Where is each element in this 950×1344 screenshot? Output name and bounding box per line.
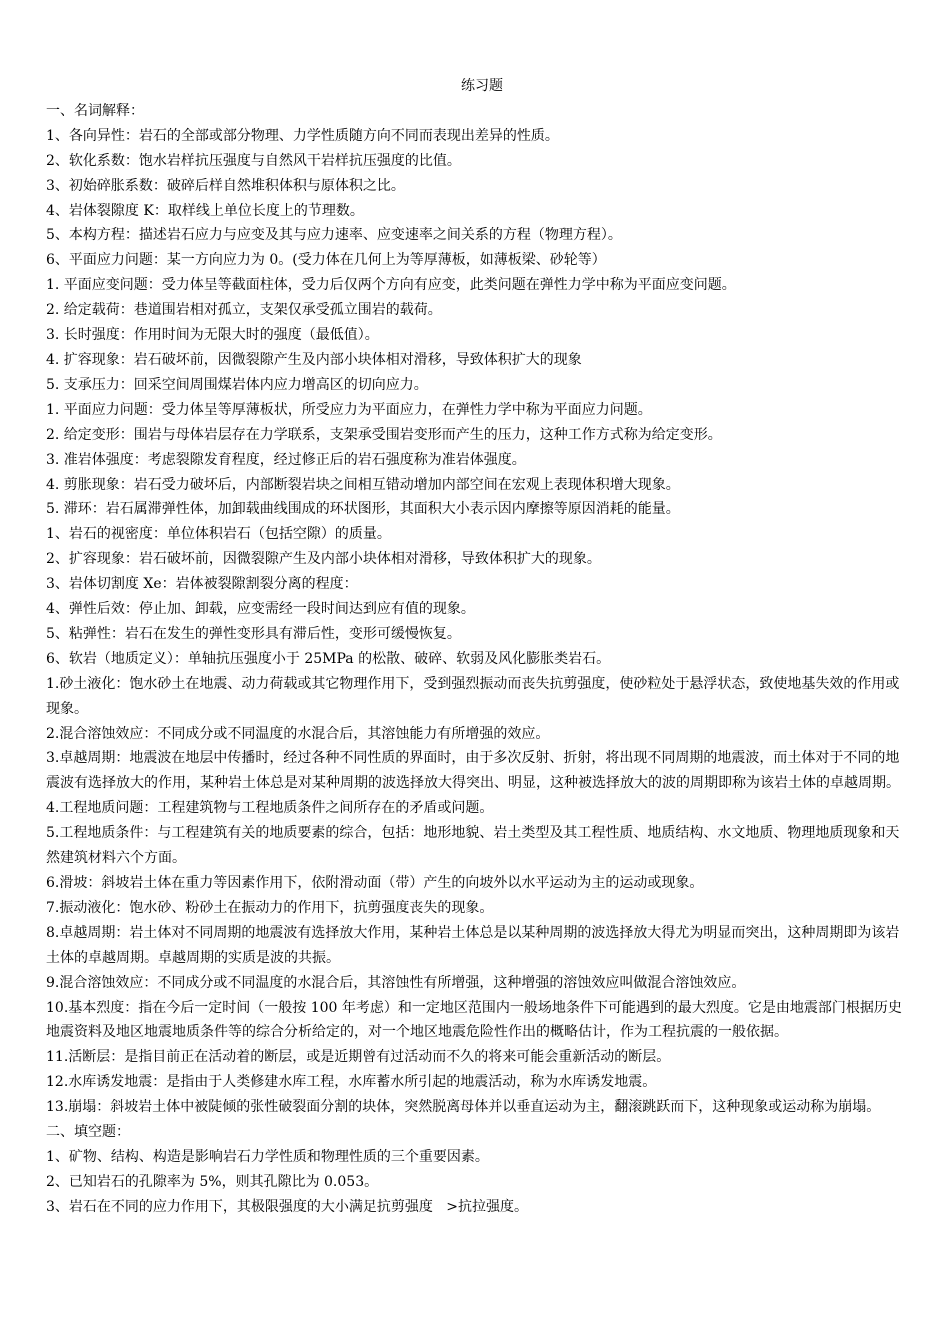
text-line: 1、各向异性：岩石的全部或部分物理、力学性质随方向不同而表现出差异的性质。 (46, 127, 559, 144)
text-line: 5、本构方程：描述岩石应力与应变及其与应力速率、应变速率之间关系的方程（物理方程）。 (46, 227, 622, 244)
text-line: 5. 滞环：岩石属滞弹性体，加卸载曲线围成的环状图形，其面积大小表示因内摩擦等原因消耗的能量。 (46, 501, 680, 518)
text-line: 2.混合溶蚀效应：不同成分或不同温度的水混合后，其溶蚀能力有所增强的效应。 (46, 725, 550, 742)
text-line: 7.振动液化：饱水砂、粉砂土在振动力的作用下，抗剪强度丧失的现象。 (46, 899, 494, 916)
text-line: 6、平面应力问题：某一方向应力为 0。(受力体在几何上为等厚薄板，如薄板梁、砂轮等） (46, 252, 606, 269)
text-line: 1.砂土液化：饱水砂土在地震、动力荷载或其它物理作用下，受到强烈振动而丧失抗剪强度，使砂粒处于悬浮状态，致使地基失效的作用或现象。 (46, 675, 900, 717)
text-line: 4. 剪胀现象：岩石受力破坏后，内部断裂岩块之间相互错动增加内部空间在宏观上表现体积增大现象。 (46, 476, 680, 493)
text-line: 4、岩体裂隙度 K：取样线上单位长度上的节理数。 (46, 202, 364, 219)
text-line: 2、扩容现象：岩石破坏前，因微裂隙产生及内部小块体相对滑移，导致体积扩大的现象。 (46, 551, 601, 568)
text-line: 二、填空题： (46, 1124, 130, 1141)
text-line: 6、软岩（地质定义）：单轴抗压强度小于 25MPa 的松散、破碎、软弱及风化膨胀类岩石。 (46, 650, 611, 667)
text-line: 4. 扩容现象：岩石破坏前，因微裂隙产生及内部小块体相对滑移，导致体积扩大的现象 (46, 351, 582, 368)
text-line: 2. 给定载荷：巷道围岩相对孤立，支架仅承受孤立围岩的载荷。 (46, 302, 442, 319)
text-line: 一、名词解释： (46, 102, 144, 119)
text-line: 2. 给定变形：围岩与母体岩层存在力学联系，支架承受围岩变形而产生的压力，这种工作方式称为给定变形。 (46, 426, 722, 443)
text-line: 9.混合溶蚀效应：不同成分或不同温度的水混合后，其溶蚀性有所增强，这种增强的溶蚀效应叫做混合溶蚀效应。 (46, 974, 746, 991)
text-line: 4、弹性后效：停止加、卸载，应变需经一段时间达到应有值的现象。 (46, 601, 475, 618)
text-line: 3、岩体切割度 Xe：岩体被裂隙割裂分离的程度： (46, 576, 358, 593)
text-line: 8.卓越周期：岩土体对不同周期的地震波有选择放大作用，某种岩土体总是以某种周期的波选择放大得尤为明显而突出，这种周期即为该岩土体的卓越周期。卓越周期的实质是波的共振。 (46, 924, 900, 966)
text-line: 13.崩塌：斜坡岩土体中被陡倾的张性破裂面分割的块体，突然脱离母体并以垂直运动为主，翻滚跳跃而下，这种现象或运动称为崩塌。 (46, 1099, 881, 1116)
document-title: 练习题 (461, 78, 503, 94)
text-line: 11.活断层：是指目前正在活动着的断层，或是近期曾有过活动而不久的将来可能会重新活动的断层。 (46, 1049, 671, 1066)
text-line: 5、粘弹性：岩石在发生的弹性变形具有滞后性，变形可缓慢恢复。 (46, 625, 461, 642)
text-line: 3.卓越周期：地震波在地层中传播时，经过各种不同性质的界面时，由于多次反射、折射，将出现不同周期的地震波，而土体对于不同的地震波有选择放大的作用，某种岩土体总是对某种周期的波选择放大得突出、明显，这种被选择放大的波的周期即称为该岩土体的卓越周期。 (46, 750, 900, 792)
text-line: 1、岩石的视密度：单位体积岩石（包括空隙）的质量。 (46, 526, 391, 543)
text-line: 1. 平面应力问题：受力体呈等厚薄板状，所受应力为平面应力，在弹性力学中称为平面应力问题。 (46, 401, 652, 418)
document-page (46, 74, 910, 1220)
text-line: 6.滑坡：斜坡岩土体在重力等因素作用下，依附滑动面（带）产生的向坡外以水平运动为主的运动或现象。 (46, 875, 704, 891)
text-line: 1、矿物、结构、构造是影响岩石力学性质和物理性质的三个重要因素。 (46, 1148, 489, 1165)
text-line: 3. 长时强度：作用时间为无限大时的强度（最低值）。 (46, 327, 379, 344)
text-line: 5.工程地质条件：与工程建筑有关的地质要素的综合，包括：地形地貌、岩土类型及其工程性质、地质结构、水文地质、物理地质现象和天然建筑材料六个方面。 (46, 825, 900, 867)
text-line: 4.工程地质问题：工程建筑物与工程地质条件之间所存在的矛盾或问题。 (46, 800, 494, 817)
text-line: 2、已知岩石的孔隙率为 5%，则其孔隙比为 0.053。 (46, 1173, 379, 1190)
text-line: 3、初始碎胀系数：破碎后样自然堆积体积与原体积之比。 (46, 177, 405, 194)
text-line: 1. 平面应变问题：受力体呈等截面柱体，受力后仅两个方向有应变，此类问题在弹性力学中称为平面应变问题。 (46, 277, 736, 294)
text-line: 12.水库诱发地震：是指由于人类修建水库工程，水库蓄水所引起的地震活动，称为水库诱发地震。 (46, 1074, 657, 1091)
text-line: 5. 支承压力：回采空间周围煤岩体内应力增高区的切向应力。 (46, 376, 428, 393)
text-line: 10.基本烈度：指在今后一定时间（一般按 100 年考虑）和一定地区范围内一般场地条件下可能遇到的最大烈度。它是由地震部门根据历史地震资料及地区地震地质条件等的综合分析给定的，对一个地区地震危险性作出的概略估计，作为工程抗震的一般依据。 (46, 999, 902, 1041)
document-body (46, 99, 910, 1220)
text-line: 2、软化系数：饱水岩样抗压强度与自然风干岩样抗压强度的比值。 (46, 152, 461, 169)
text-line: 3. 准岩体强度：考虑裂隙发育程度，经过修正后的岩石强度称为准岩体强度。 (46, 451, 526, 468)
text-line: 3、岩石在不同的应力作用下，其极限强度的大小满足抗剪强度 >抗拉强度。 (46, 1198, 528, 1215)
